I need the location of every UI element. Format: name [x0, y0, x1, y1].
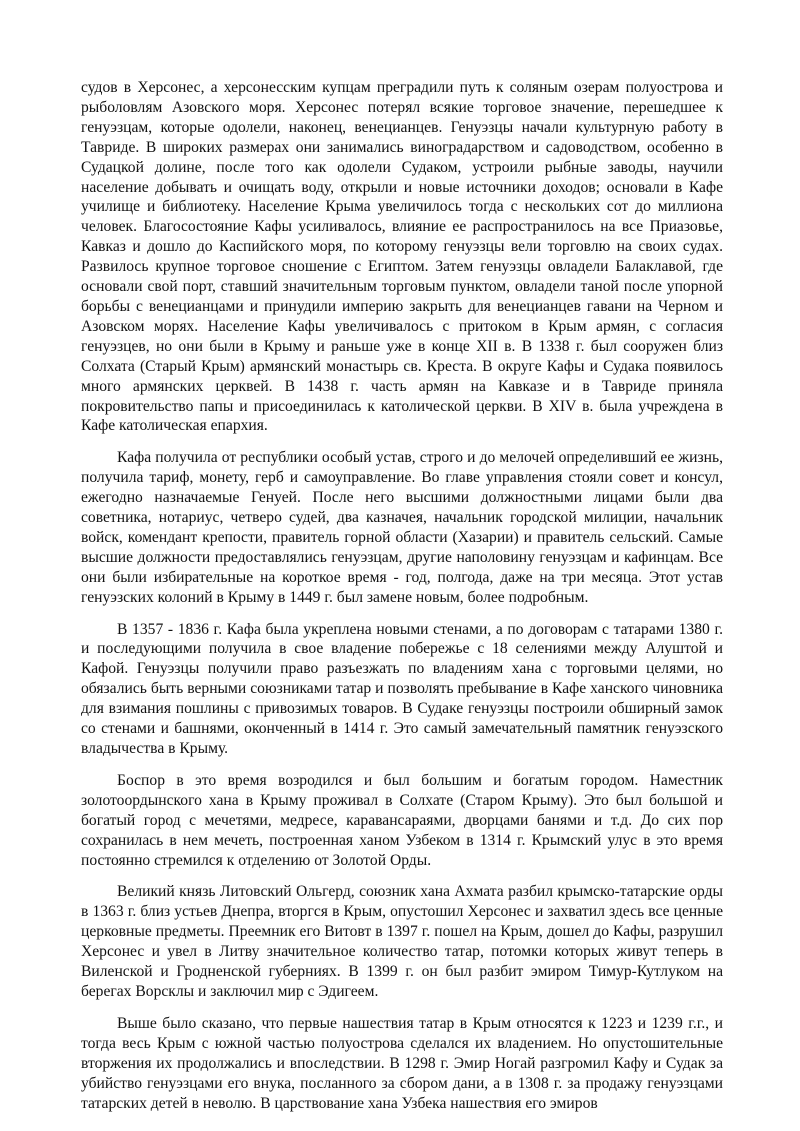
document-page: [81, 78, 723, 1125]
paragraph-genoese-in-taurida: судов в Херсонес, а херсонесским купцам преградили путь к соляным озерам полуострова и рыболовлям Азовского моря. Херсонес потерял всякие торговое значение, перешедшее к генуэзцам, которые одолели, наконец, венецианцев. Генуэзцы начали культурную работу в Тавриде. В широких размерах они занимались виноградарством и садоводством, особенно в Судацкой долине, после того как одолели Судаком, устроили рыбные заводы, научили население добывать и очищать воду, открыли и новые источники доходов; основали в Кафе училище и библиотеку. Население Крыма увеличилось тогда с нескольких сот до миллиона человек. Благосостояние Кафы усиливалось, влияние ее распространилось на все Приазовье, Кавказ и дошло до Каспийского моря, по которому генуэзцы вели торговлю на своих судах. Развилось крупное торговое сношение с Египтом. Затем генуэзцы овладели Балаклавой, где основали свой порт, ставший значительным торговым пунктом, овладели таной после упорной борьбы с венецианцами и принудили империю закрыть для венецианцев гавани на Черном и Азовском морях. Население Кафы увеличивалось с притоком в Крым армян, с согласия генуэзцев, но они были в Крыму и раньше уже в конце XII в. В 1338 г. был сооружен близ Солхата (Старый Крым) армянский монастырь св. Креста. В округе Кафы и Судака появилось много армянских церквей. В 1438 г. часть армян на Кавказе и в Тавриде приняла покровительство папы и присоединилась к католической церкви. В XIV в. была учреждена в Кафе католическая епархия.: [81, 79, 723, 435]
paragraph-olgerd: Великий князь Литовский Ольгерд, союзник хана Ахмата разбил крымско-татарские орды в 1363 г. близ устьев Днепра, вторгся в Крым, опустошил Херсонес и захватил здесь все ценные церковные предметы. Преемник его Витовт в 1397 г. пошел на Крым, дошел до Кафы, разрушил Херсонес и увел в Литву значительное количество татар, потомки которых живут теперь в Виленской и Гродненской губерниях. В 1399 г. он был разбит эмиром Тимур-Кутлуком на берегах Ворсклы и заключил мир с Эдигеем.: [81, 883, 723, 1000]
paragraph-kafa-walls: В 1357 - 1836 г. Кафа была укреплена новыми стенами, а по договорам с татарами 1380 г. и последующими получила в свое владение побережье с 18 селениями между Алуштой и Кафой. Генуэзцы получили право разъезжать по владениям хана с торговыми целями, но обязались быть верными союзниками татар и позволять пребывание в Кафе ханского чиновника для взимания пошлины с привозимых товаров. В Судаке генуэзцы построили обширный замок со стенами и башнями, оконченный в 1414 г. Это самый замечательный памятник генуэзского владычества в Крыму.: [81, 620, 723, 757]
paragraph-kafa-charter: Кафа получила от республики особый устав, строго и до мелочей определивший ее жизнь, получила тариф, монету, герб и самоуправление. Во главе управления стояли совет и консул, ежегодно назначаемые Генуей. После него высшими должностными лицами были два советника, нотариус, четверо судей, два казначея, начальник городской милиции, начальник войск, комендант крепости, правитель горной области (Хазарии) и правитель сельский. Самые высшие должности предоставлялись генуэзцам, другие наполовину генуэзцам и кафинцам. Все они были избирательные на короткое время - год, полгода, даже на три месяца. Этот устав генуэзских колоний в Крыму в 1449 г. был замене новым, более подробным.: [81, 449, 723, 606]
paragraph-bospor: Боспор в это время возродился и был большим и богатым городом. Наместник золотоордынского хана в Крыму проживал в Солхате (Старом Крыму). Это был большой и богатый город с мечетями, медресе, каравансараями, дворцами банями и т.д. До сих пор сохранилась в нем мечеть, построенная ханом Узбеком в 1314 г. Крымский улус в это время постоянно стремился к отделению от Золотой Орды.: [81, 771, 723, 869]
paragraph-tatar-invasions: Выше было сказано, что первые нашествия татар в Крым относятся к 1223 и 1239 г.г., и тогда весь Крым с южной частью полуострова сделался их владением. Но опустошительные вторжения их продолжались и впоследствии. В 1298 г. Эмир Ногай разгромил Кафу и Судак за убийство генуэзцами его внука, посланного за сбором дани, а в 1308 г. за продажу генуэзцами татарских детей в неволю. В царствование хана Узбека нашествия его эмиров: [81, 1014, 723, 1112]
